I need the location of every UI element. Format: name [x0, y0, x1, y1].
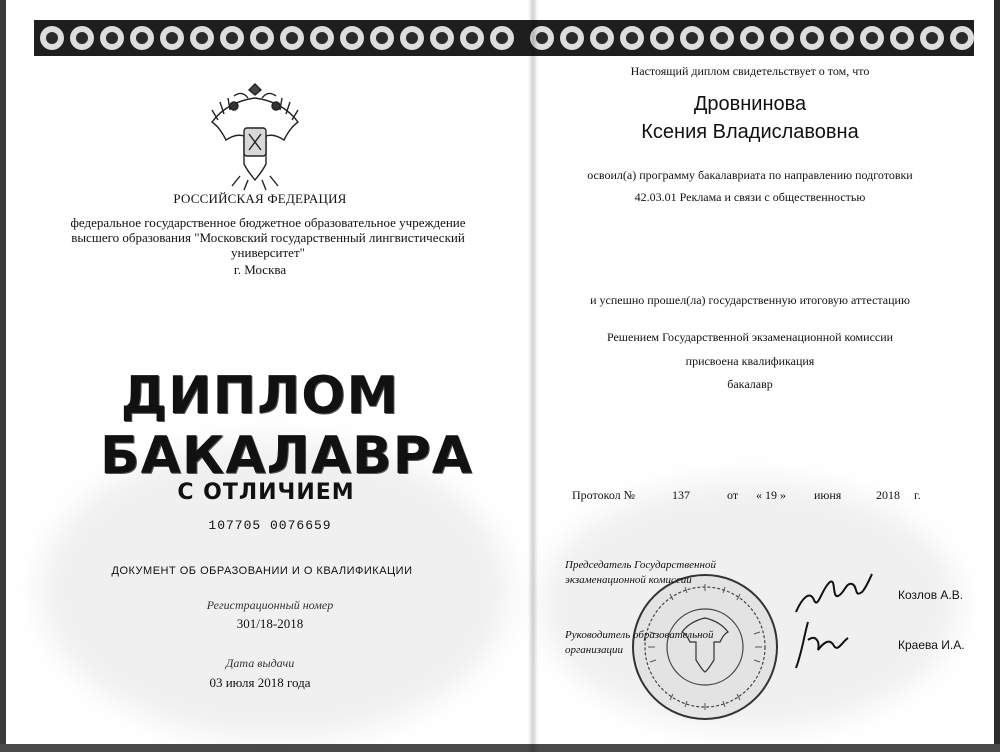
protocol-from: от — [727, 488, 739, 502]
chair-name: Козлов А.В. — [898, 588, 964, 602]
chair-label: Председатель Государственной экзаменационной комиссии — [565, 559, 716, 586]
protocol-label: Протокол № — [572, 488, 636, 502]
program-statement: освоил(а) программу бакалавриата по направлению подготовки — [587, 168, 913, 182]
attestation-statement: и успешно прошел(ла) государственную итоговую аттестацию — [590, 293, 910, 307]
institution-city: г. Москва — [233, 262, 287, 277]
graduate-name — [560, 90, 940, 146]
institution-name: федеральное государственное бюджетное образовательное учреждение высшего образования "Московский государственный лингвистический университет" — [70, 215, 466, 260]
diploma-serial-number: 107705 0076659 — [208, 518, 332, 533]
program-name: 42.03.01 Реклама и связи с общественностью — [634, 190, 866, 204]
qualification: бакалавр — [727, 377, 773, 391]
protocol-day: « 19 » — [756, 488, 786, 502]
diploma-title-line1: ДИПЛОМ — [120, 366, 400, 426]
registration-number-label: Регистрационный номер — [206, 598, 334, 612]
registration-number: 301/18-2018 — [236, 616, 304, 631]
certification-intro: Настоящий диплом свидетельствует о том, что — [630, 64, 870, 78]
graduate-given-names: Ксения Владиславовна — [641, 121, 859, 143]
country-name: РОССИЙСКАЯ ФЕДЕРАЦИЯ — [173, 191, 347, 206]
issue-date-label: Дата выдачи — [225, 656, 295, 670]
coat-of-arms-icon — [204, 76, 306, 194]
guilloche-border — [34, 20, 974, 56]
honors-label: С ОТЛИЧИЕМ — [177, 480, 355, 505]
document-type: ДОКУМЕНТ ОБ ОБРАЗОВАНИИ И О КВАЛИФИКАЦИИ — [111, 565, 413, 577]
scan-edge-right — [994, 0, 1000, 752]
scan-edge-bottom — [0, 744, 1000, 752]
chair-signature-icon — [792, 568, 876, 618]
scan-edge-left — [0, 0, 6, 752]
diploma-title-line2: БАКАЛАВРА — [100, 426, 474, 486]
graduate-surname: Дровнинова — [693, 93, 807, 115]
qualification-awarded-label: присвоена квалификация — [685, 354, 815, 368]
protocol-year-suffix: г. — [914, 488, 921, 502]
protocol-year: 2018 — [876, 488, 900, 502]
protocol-number: 137 — [672, 488, 690, 502]
head-label: Руководитель образовательной организации — [565, 629, 714, 656]
head-name: Краева И.А. — [898, 638, 965, 652]
page-fold — [528, 0, 538, 752]
issue-date: 03 июля 2018 года — [209, 675, 311, 690]
diploma-title — [100, 366, 474, 486]
head-signature-icon — [788, 612, 852, 672]
commission-decision: Решением Государственной экзаменационной комиссии — [606, 330, 894, 344]
protocol-month: июня — [814, 488, 842, 502]
